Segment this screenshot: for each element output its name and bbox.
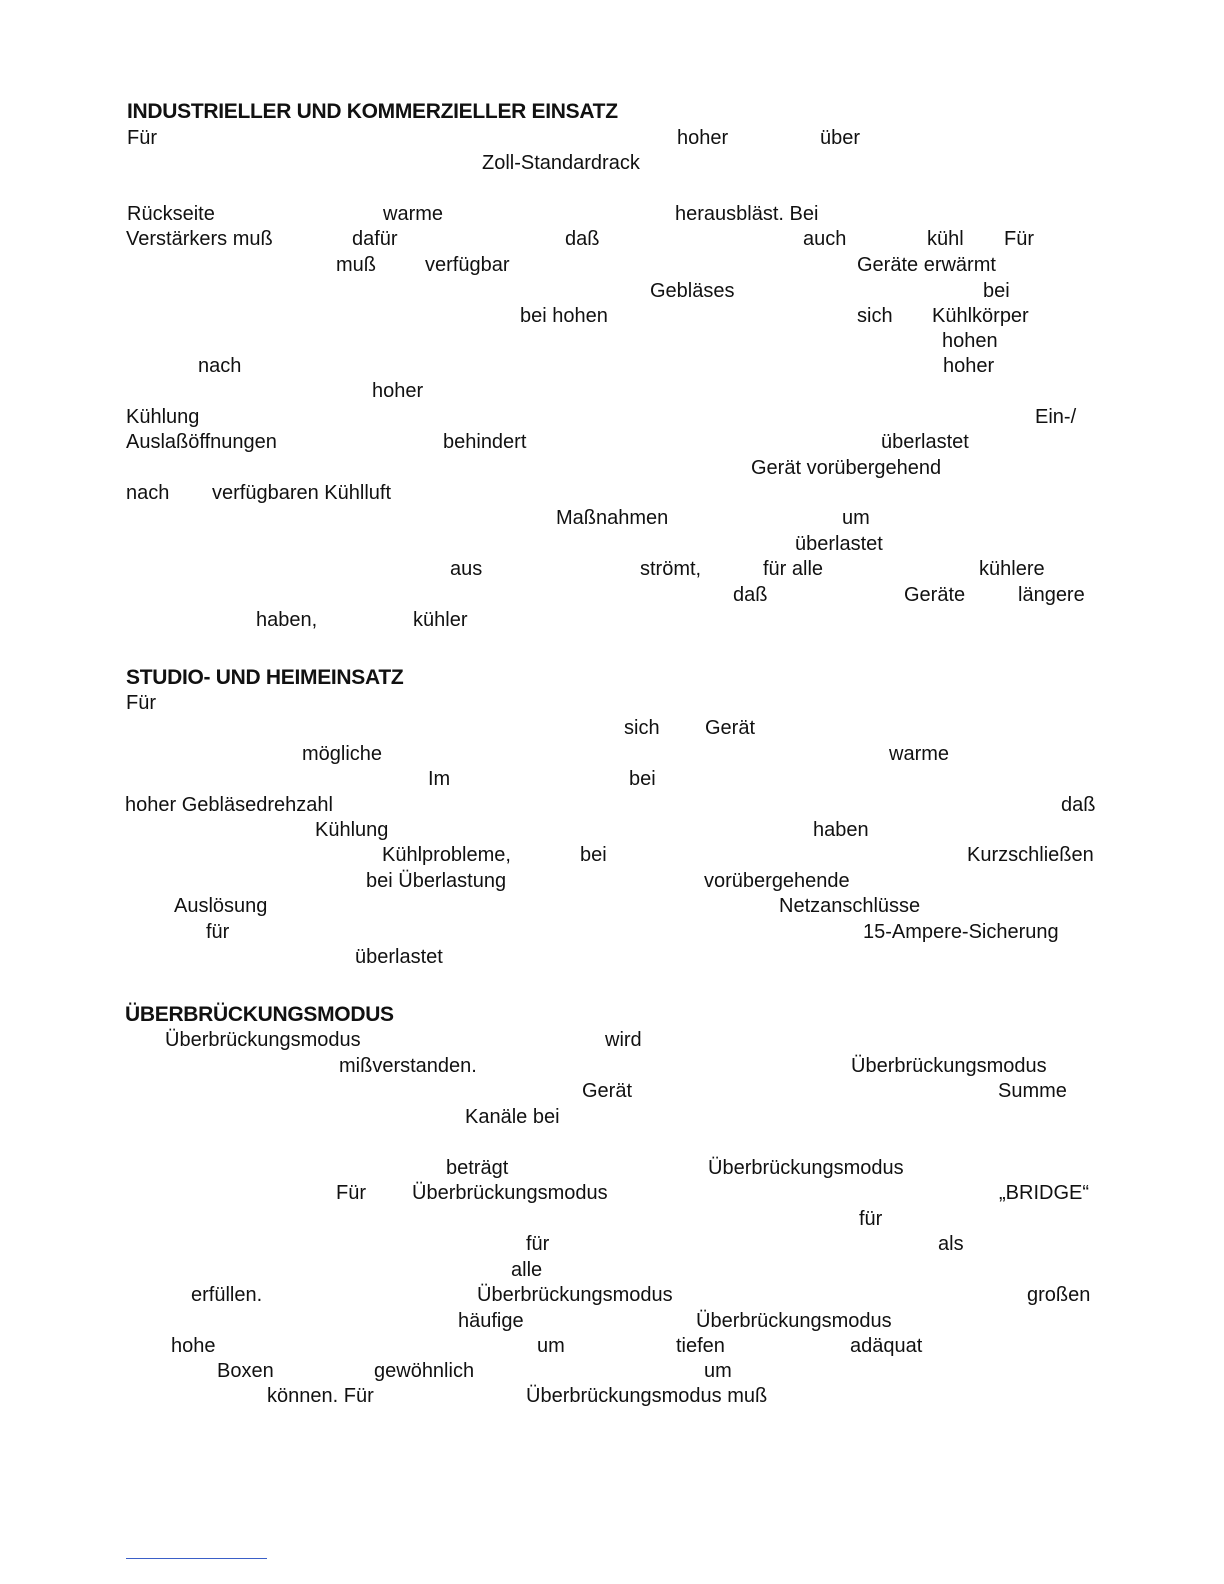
heading-industrial: INDUSTRIELLER UND KOMMERZIELLER EINSATZ xyxy=(127,100,618,123)
body-word: Kurzschließen xyxy=(967,844,1094,866)
body-word: für xyxy=(206,921,230,943)
body-word: Gerät xyxy=(582,1080,633,1102)
body-word: überlastet xyxy=(795,533,883,555)
body-word: überlastet xyxy=(881,431,969,453)
body-word: strömt, xyxy=(640,558,702,580)
body-word: Für xyxy=(127,127,157,149)
body-word: Kühlung xyxy=(126,406,200,428)
body-word: Auslösung xyxy=(174,895,268,917)
body-word: verfügbar xyxy=(425,254,510,276)
body-word: Für xyxy=(126,692,156,714)
body-word: hoher xyxy=(372,380,424,402)
body-word: Geräte erwärmt xyxy=(857,254,996,276)
body-word: sich xyxy=(624,717,660,739)
body-word: Für xyxy=(1004,228,1034,250)
body-word: vorübergehende xyxy=(704,870,850,892)
body-word: 15-Ampere-Sicherung xyxy=(863,921,1059,943)
body-word: hohe xyxy=(171,1335,216,1357)
body-word: wird xyxy=(605,1029,642,1051)
body-word: als xyxy=(938,1233,964,1255)
body-word: hoher xyxy=(943,355,995,377)
body-word: Rückseite xyxy=(127,203,215,225)
body-word: Kühlprobleme, xyxy=(382,844,511,866)
body-word: für xyxy=(526,1233,550,1255)
body-word: dafür xyxy=(352,228,398,250)
body-word: hoher Gebläsedrehzahl xyxy=(125,794,333,816)
body-word: für xyxy=(859,1208,883,1230)
body-word: Ein-/ xyxy=(1035,406,1077,428)
body-word: Überbrückungsmodus muß xyxy=(526,1385,768,1407)
body-word: können. Für xyxy=(267,1385,374,1407)
body-word: adäquat xyxy=(850,1335,923,1357)
body-word: Maßnahmen xyxy=(556,507,669,529)
body-word: Kühlung xyxy=(315,819,389,841)
body-word: „BRIDGE“ xyxy=(999,1182,1089,1204)
body-word: haben, xyxy=(256,609,318,631)
body-word: aus xyxy=(450,558,483,580)
body-word: Auslaßöffnungen xyxy=(126,431,277,453)
body-word: warme xyxy=(383,203,444,225)
body-word: Gebläses xyxy=(650,280,735,302)
body-word: kühler xyxy=(413,609,468,631)
body-word: Überbrückungsmodus xyxy=(851,1055,1047,1077)
body-word: hoher xyxy=(677,127,729,149)
body-word: beträgt xyxy=(446,1157,509,1179)
body-word: Geräte xyxy=(904,584,966,606)
body-word: mögliche xyxy=(302,743,383,765)
body-word: Überbrückungsmodus xyxy=(412,1182,608,1204)
body-word: großen xyxy=(1027,1284,1091,1306)
heading-studio: STUDIO- UND HEIMEINSATZ xyxy=(126,666,404,689)
body-word: um xyxy=(537,1335,565,1357)
body-word: um xyxy=(842,507,870,529)
body-word: kühl xyxy=(927,228,964,250)
body-word: Überbrückungsmodus xyxy=(696,1310,892,1332)
body-word: Summe xyxy=(998,1080,1067,1102)
body-word: herausbläst. Bei xyxy=(675,203,819,225)
body-word: nach xyxy=(198,355,242,377)
body-word: nach xyxy=(126,482,170,504)
body-word: Gerät vorübergehend xyxy=(751,457,942,479)
body-word: Gerät xyxy=(705,717,756,739)
body-word: mißverstanden. xyxy=(339,1055,477,1077)
body-word: warme xyxy=(889,743,950,765)
body-word: gewöhnlich xyxy=(374,1360,475,1382)
body-word: erfüllen. xyxy=(191,1284,263,1306)
body-word: Überbrückungsmodus xyxy=(477,1284,673,1306)
body-word: sich xyxy=(857,305,893,327)
body-word: hohen xyxy=(942,330,998,352)
body-word: Netzanschlüsse xyxy=(779,895,921,917)
body-word: längere xyxy=(1018,584,1085,606)
body-word: bei Überlastung xyxy=(366,870,507,892)
footnote-rule xyxy=(126,1558,267,1559)
body-word: Verstärkers muß xyxy=(126,228,273,250)
body-word: Zoll-Standardrack xyxy=(482,152,640,174)
body-word: auch xyxy=(803,228,847,250)
body-word: bei xyxy=(629,768,656,790)
body-word: kühlere xyxy=(979,558,1045,580)
body-word: Kanäle bei xyxy=(465,1106,560,1128)
body-word: alle xyxy=(511,1259,543,1281)
body-word: verfügbaren Kühlluft xyxy=(212,482,392,504)
body-word: daß xyxy=(733,584,768,606)
body-word: haben xyxy=(813,819,869,841)
body-word: überlastet xyxy=(355,946,443,968)
body-word: Überbrückungsmodus xyxy=(165,1029,361,1051)
body-word: um xyxy=(704,1360,732,1382)
body-word: für alle xyxy=(763,558,824,580)
body-word: behindert xyxy=(443,431,527,453)
body-word: Im xyxy=(428,768,451,790)
heading-bridge: ÜBERBRÜCKUNGSMODUS xyxy=(125,1003,394,1026)
body-word: bei xyxy=(580,844,607,866)
body-word: über xyxy=(820,127,861,149)
body-word: bei xyxy=(983,280,1010,302)
body-word: bei hohen xyxy=(520,305,608,327)
body-word: Für xyxy=(336,1182,366,1204)
body-word: Kühlkörper xyxy=(932,305,1029,327)
body-word: häufige xyxy=(458,1310,524,1332)
body-word: daß xyxy=(1061,794,1096,816)
body-word: daß xyxy=(565,228,600,250)
body-word: Überbrückungsmodus xyxy=(708,1157,904,1179)
body-word: tiefen xyxy=(676,1335,725,1357)
body-word: muß xyxy=(336,254,376,276)
body-word: Boxen xyxy=(217,1360,274,1382)
